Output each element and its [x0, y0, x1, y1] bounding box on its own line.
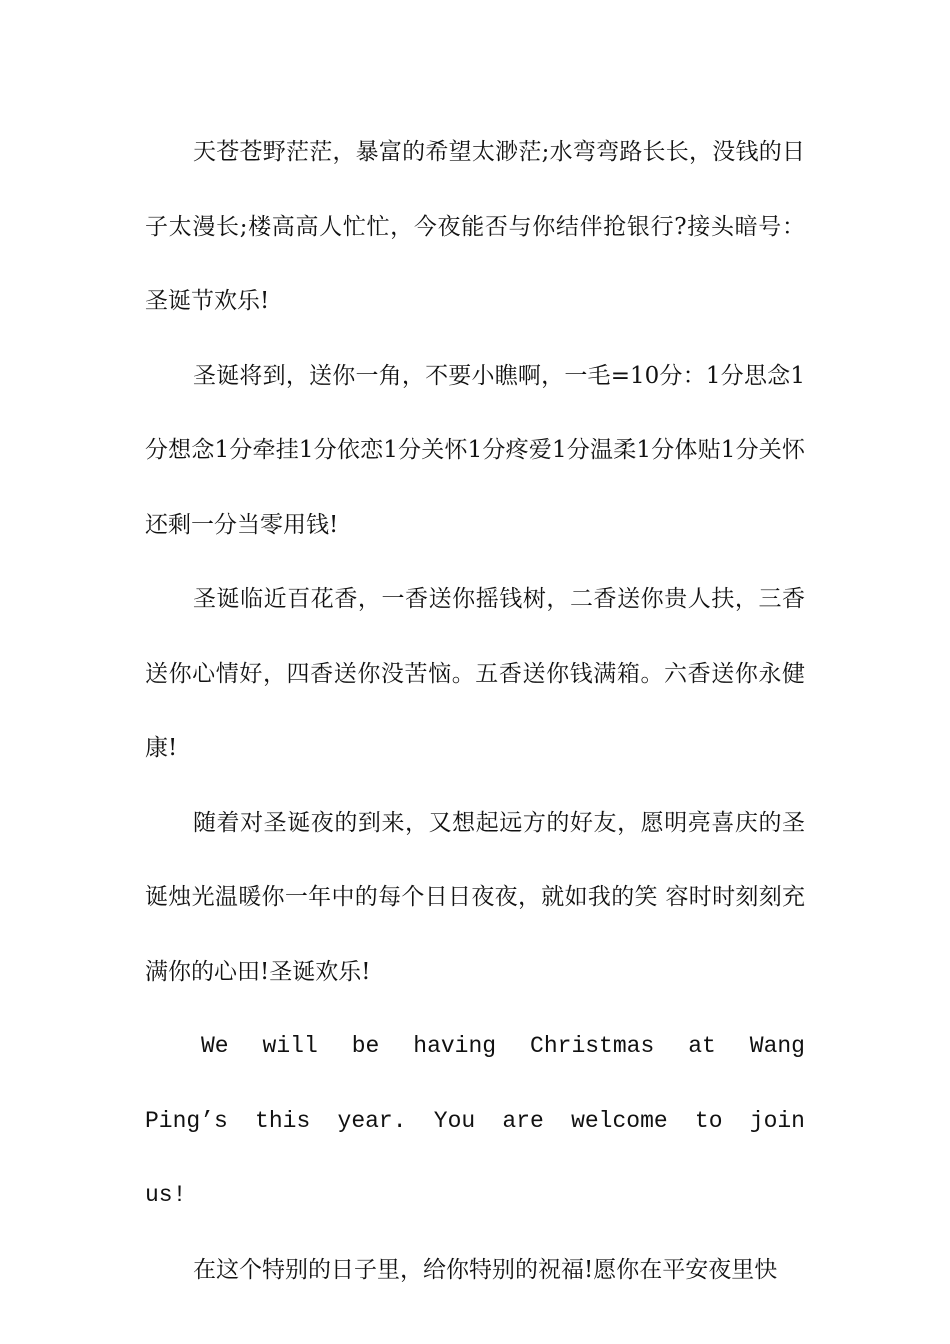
paragraph-1: 天苍苍野茫茫，暴富的希望太渺茫;水弯弯路长长，没钱的日子太漫长;楼高高人忙忙，今夜能否与你结伴抢银行?接头暗号：圣诞节欢乐!	[145, 139, 805, 314]
paragraph-3: 圣诞临近百花香，一香送你摇钱树，二香送你贵人扶，三香送你心情好，四香送你没苦恼。五香送你钱满箱。六香送你永健康!	[145, 586, 805, 761]
paragraph-2: 圣诞将到，送你一角，不要小瞧啊，一毛=10分：1分思念1分想念1分牵挂1分依恋1分关怀1分疼爱1分温柔1分体贴1分关怀还剩一分当零用钱!	[145, 362, 805, 538]
paragraph-4: 随着对圣诞夜的到来，又想起远方的好友，愿明亮喜庆的圣诞烛光温暖你一年中的每个日日夜夜，就如我的笑 容时时刻刻充满你的心田!圣诞欢乐!	[145, 809, 805, 985]
paragraph-6: 在这个特别的日子里，给你特别的祝福!愿你在平安夜里快	[193, 1256, 778, 1283]
paragraph-5-english: We will be having Christmas at Wang Ping’s this year. You are welcome to join us!	[145, 1033, 805, 1208]
document-body	[145, 115, 805, 1307]
